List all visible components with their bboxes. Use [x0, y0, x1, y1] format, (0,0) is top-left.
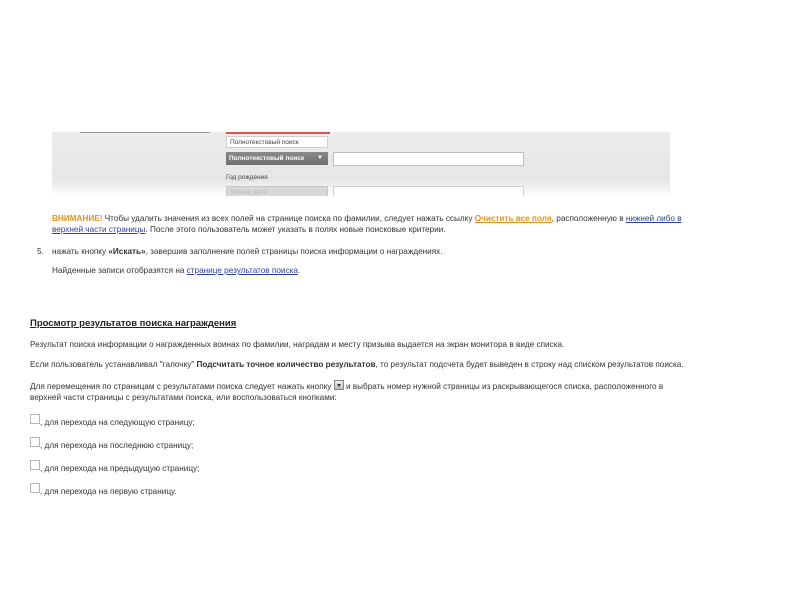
found-records-label: Найденные записи отобразятся на: [52, 266, 187, 275]
section-heading: Просмотр результатов поиска награждения: [30, 318, 237, 329]
search-type-select[interactable]: [226, 152, 328, 165]
first-page-description: , для перехода на первую страницу.: [40, 487, 177, 496]
warning-text: . После этого пользователь может указать в полях новые поисковые критерии.: [145, 225, 446, 234]
birth-year-input[interactable]: [333, 186, 524, 196]
next-page-description: , для перехода на следующую страницу;: [40, 418, 195, 427]
warning-paragraph: [52, 213, 762, 235]
birth-year-label: Год рождения: [226, 174, 268, 181]
instruction-text: и выбрать номер нужной страницы из раскрывающегося списка, расположенного в: [343, 382, 664, 391]
period: .: [297, 266, 301, 275]
step-number: 5.: [37, 247, 44, 256]
clear-all-fields-link[interactable]: Очистить все поля: [474, 214, 552, 223]
search-button-name: «Искать»: [108, 247, 146, 256]
step-text: нажать кнопку: [52, 247, 109, 256]
results-page-link[interactable]: странице результатов поиска: [186, 266, 298, 275]
page-location-link[interactable]: верхней части страницы: [52, 225, 146, 234]
previous-page-button-icon: [30, 460, 40, 470]
warning-text: Чтобы удалить значения из всех полей на странице поиска по фамилии, следует нажать ссылку: [102, 214, 475, 223]
dropdown-menu-item[interactable]: Полнотекстовый поиск: [226, 136, 328, 148]
step-text: , завершив заполнение полей страницы поиска информации о награждениях.: [145, 247, 443, 256]
note-text: Если пользователь устанавливал "галочку": [30, 360, 197, 369]
active-tab-indicator: [226, 132, 330, 134]
step-5-text: [52, 246, 752, 257]
page-dropdown-button-icon: [334, 380, 344, 390]
last-page-button-icon: [30, 437, 40, 447]
birth-year-select[interactable]: Точная дата: [226, 186, 328, 196]
previous-page-description: , для перехода на предыдущую страницу;: [40, 464, 200, 473]
pagination-instructions: [30, 380, 770, 403]
search-type-select-value: Полнотекстовый поиск: [229, 155, 305, 162]
next-page-button-icon: [30, 414, 40, 424]
found-records-text: [52, 265, 752, 276]
chevron-down-icon: ▼: [317, 155, 323, 161]
page-location-link[interactable]: нижней либо в: [625, 214, 682, 223]
count-results-option: Подсчитать точное количество результатов: [196, 360, 376, 369]
warning-text: , расположенную в: [551, 214, 626, 223]
note-text: , то результат подсчета будет выведен в строку над списком результатов поиска.: [375, 360, 684, 369]
count-results-note: [30, 359, 770, 370]
results-description: Результат поиска информации о награжденных воинах по фамилии, наградам и месту призыва выдается на экран монитора в виде списка.: [30, 340, 565, 349]
last-page-description: , для перехода на последнюю страницу;: [40, 441, 194, 450]
fulltext-search-input[interactable]: [333, 152, 524, 166]
instruction-text: Для перемещения по страницам с результатами поиска следует нажать кнопку: [30, 382, 334, 391]
instruction-text: верхней части страницы с результатами поиска, или воспользоваться кнопками:: [30, 393, 337, 402]
warning-label: ВНИМАНИЕ!: [52, 214, 103, 223]
embedded-search-form-screenshot: [52, 132, 670, 196]
first-page-button-icon: [30, 483, 40, 493]
divider: [80, 132, 210, 133]
